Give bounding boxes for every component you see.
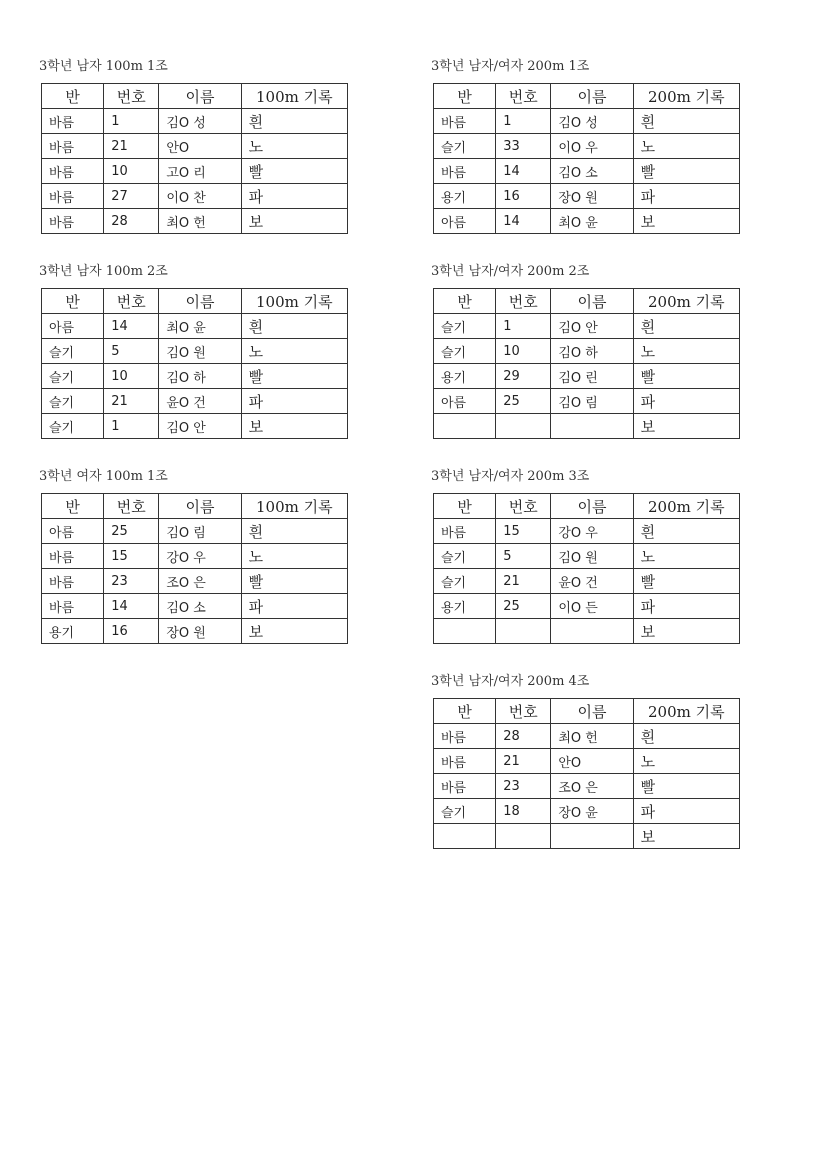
header-name: 이름: [159, 84, 241, 109]
header-name: 이름: [159, 289, 241, 314]
cell-record: 흰: [241, 109, 347, 134]
cell-class: 용기: [434, 594, 496, 619]
cell-number: 5: [496, 544, 551, 569]
cell-class: 바름: [42, 184, 104, 209]
cell-record: 파: [241, 389, 347, 414]
cell-number: 14: [496, 159, 551, 184]
cell-name: 이O 찬: [159, 184, 241, 209]
cell-name: 최O 헌: [551, 724, 633, 749]
cell-class: 바름: [42, 159, 104, 184]
heat-table: [433, 83, 740, 234]
cell-number: 25: [496, 594, 551, 619]
cell-number: 16: [496, 184, 551, 209]
cell-number: 21: [104, 134, 159, 159]
cell-number: 15: [104, 544, 159, 569]
table-row: [434, 799, 740, 824]
cell-number: 10: [104, 364, 159, 389]
cell-number: 25: [496, 389, 551, 414]
header-row: [434, 699, 740, 724]
table-row: [42, 414, 348, 439]
table-row: [434, 594, 740, 619]
cell-class: 슬기: [434, 339, 496, 364]
cell-record: 노: [633, 134, 739, 159]
cell-class: 슬기: [434, 569, 496, 594]
header-row: [434, 494, 740, 519]
cell-class: 용기: [434, 184, 496, 209]
header-record: 200m 기록: [633, 289, 739, 314]
cell-record: 빨: [633, 569, 739, 594]
cell-class: 용기: [42, 619, 104, 644]
cell-name: 김O 안: [159, 414, 241, 439]
table-row: [434, 824, 740, 849]
cell-name: [551, 619, 633, 644]
cell-name: 최O 헌: [159, 209, 241, 234]
cell-class: 바름: [434, 749, 496, 774]
cell-record: 파: [633, 184, 739, 209]
table-row: [434, 749, 740, 774]
table-row: [434, 134, 740, 159]
cell-record: 노: [241, 134, 347, 159]
header-name: 이름: [551, 289, 633, 314]
cell-name: 윤O 건: [159, 389, 241, 414]
cell-name: 김O 소: [551, 159, 633, 184]
cell-number: [496, 824, 551, 849]
cell-number: 14: [104, 594, 159, 619]
cell-number: 16: [104, 619, 159, 644]
header-class: 반: [434, 494, 496, 519]
table-title: 3학년 남자/여자 200m 1조: [431, 59, 590, 74]
table-row: [434, 619, 740, 644]
header-record: 100m 기록: [241, 494, 347, 519]
cell-name: 강O 우: [159, 544, 241, 569]
cell-number: 28: [104, 209, 159, 234]
cell-record: 빨: [633, 159, 739, 184]
table-row: [434, 389, 740, 414]
cell-number: [496, 619, 551, 644]
table-row: [42, 389, 348, 414]
heat-table-block: [433, 262, 741, 439]
cell-number: 10: [496, 339, 551, 364]
cell-class: 바름: [434, 724, 496, 749]
cell-record: 노: [633, 339, 739, 364]
cell-record: 빨: [633, 774, 739, 799]
heat-table: [433, 288, 740, 439]
table-row: [434, 544, 740, 569]
table-row: [42, 364, 348, 389]
cell-class: 바름: [42, 569, 104, 594]
header-class: 반: [42, 494, 104, 519]
cell-number: 1: [104, 414, 159, 439]
header-number: 번호: [496, 699, 551, 724]
cell-number: 28: [496, 724, 551, 749]
cell-record: 노: [633, 544, 739, 569]
header-row: [434, 84, 740, 109]
cell-name: 김O 린: [551, 364, 633, 389]
cell-record: 빨: [241, 364, 347, 389]
cell-number: 23: [104, 569, 159, 594]
header-row: [42, 289, 348, 314]
cell-class: 슬기: [42, 339, 104, 364]
cell-class: 바름: [434, 109, 496, 134]
table-row: [42, 519, 348, 544]
cell-number: 5: [104, 339, 159, 364]
cell-name: 김O 안: [551, 314, 633, 339]
cell-record: 빨: [241, 569, 347, 594]
heat-table-block: [41, 262, 349, 439]
cell-record: 보: [633, 619, 739, 644]
cell-record: 보: [633, 414, 739, 439]
cell-class: 바름: [434, 774, 496, 799]
cell-number: 18: [496, 799, 551, 824]
cell-class: 슬기: [42, 414, 104, 439]
cell-class: 바름: [42, 594, 104, 619]
cell-name: 장O 윤: [551, 799, 633, 824]
table-row: [434, 314, 740, 339]
heat-table: [433, 493, 740, 644]
table-row: [434, 569, 740, 594]
cell-name: 안O: [159, 134, 241, 159]
cell-name: 조O 은: [159, 569, 241, 594]
table-row: [42, 134, 348, 159]
cell-name: 김O 림: [159, 519, 241, 544]
cell-record: 파: [633, 799, 739, 824]
cell-class: [434, 619, 496, 644]
cell-class: 용기: [434, 364, 496, 389]
cell-name: 이O 우: [551, 134, 633, 159]
header-record: 200m 기록: [633, 699, 739, 724]
cell-name: 이O 든: [551, 594, 633, 619]
cell-class: 바름: [42, 209, 104, 234]
cell-number: 10: [104, 159, 159, 184]
table-title: 3학년 남자/여자 200m 4조: [431, 674, 590, 689]
cell-class: 슬기: [434, 799, 496, 824]
cell-record: 흰: [241, 519, 347, 544]
table-row: [42, 159, 348, 184]
table-row: [434, 724, 740, 749]
cell-name: 김O 림: [551, 389, 633, 414]
cell-record: 파: [633, 594, 739, 619]
header-name: 이름: [551, 84, 633, 109]
table-row: [42, 594, 348, 619]
cell-record: 파: [241, 184, 347, 209]
cell-name: 장O 원: [159, 619, 241, 644]
cell-name: 조O 은: [551, 774, 633, 799]
table-row: [42, 209, 348, 234]
cell-class: 아름: [434, 209, 496, 234]
cell-class: 슬기: [42, 389, 104, 414]
table-row: [434, 109, 740, 134]
cell-number: 1: [496, 109, 551, 134]
header-class: 반: [42, 84, 104, 109]
header-number: 번호: [496, 289, 551, 314]
header-row: [42, 494, 348, 519]
cell-record: 보: [633, 824, 739, 849]
header-class: 반: [42, 289, 104, 314]
table-title: 3학년 남자/여자 200m 2조: [431, 264, 590, 279]
table-row: [434, 414, 740, 439]
cell-class: 바름: [42, 544, 104, 569]
cell-class: 바름: [42, 109, 104, 134]
cell-name: 김O 성: [551, 109, 633, 134]
cell-record: 노: [241, 544, 347, 569]
cell-record: 파: [241, 594, 347, 619]
cell-number: 21: [496, 749, 551, 774]
cell-name: 김O 성: [159, 109, 241, 134]
cell-class: 슬기: [434, 544, 496, 569]
heat-table: [41, 83, 348, 234]
cell-name: 김O 하: [159, 364, 241, 389]
table-row: [434, 774, 740, 799]
heat-table: [433, 698, 740, 849]
cell-class: 바름: [434, 159, 496, 184]
heat-table-block: [433, 57, 741, 234]
cell-class: 바름: [42, 134, 104, 159]
header-number: 번호: [496, 84, 551, 109]
cell-class: 아름: [42, 314, 104, 339]
table-row: [434, 184, 740, 209]
table-row: [42, 544, 348, 569]
cell-class: [434, 414, 496, 439]
cell-record: 노: [241, 339, 347, 364]
cell-class: [434, 824, 496, 849]
cell-name: 윤O 건: [551, 569, 633, 594]
cell-record: 흰: [241, 314, 347, 339]
cell-record: 파: [633, 389, 739, 414]
header-class: 반: [434, 699, 496, 724]
header-name: 이름: [551, 494, 633, 519]
cell-record: 빨: [241, 159, 347, 184]
cell-class: 슬기: [434, 314, 496, 339]
cell-number: 23: [496, 774, 551, 799]
cell-record: 흰: [633, 109, 739, 134]
header-class: 반: [434, 289, 496, 314]
table-row: [42, 109, 348, 134]
cell-number: 27: [104, 184, 159, 209]
table-row: [434, 519, 740, 544]
heat-table-block: [433, 467, 741, 644]
header-row: [434, 289, 740, 314]
cell-name: 장O 원: [551, 184, 633, 209]
cell-name: 김O 하: [551, 339, 633, 364]
table-row: [42, 184, 348, 209]
table-title: 3학년 남자 100m 2조: [39, 264, 168, 279]
cell-record: 빨: [633, 364, 739, 389]
header-name: 이름: [551, 699, 633, 724]
cell-record: 흰: [633, 519, 739, 544]
header-number: 번호: [104, 84, 159, 109]
cell-number: 33: [496, 134, 551, 159]
table-row: [42, 339, 348, 364]
heat-table: [41, 493, 348, 644]
header-name: 이름: [159, 494, 241, 519]
table-row: [42, 569, 348, 594]
cell-name: [551, 824, 633, 849]
cell-record: 보: [241, 414, 347, 439]
cell-name: 안O: [551, 749, 633, 774]
header-row: [42, 84, 348, 109]
table-title: 3학년 여자 100m 1조: [39, 469, 168, 484]
cell-class: 아름: [42, 519, 104, 544]
cell-name: [551, 414, 633, 439]
table-row: [434, 159, 740, 184]
cell-number: 15: [496, 519, 551, 544]
cell-record: 보: [241, 619, 347, 644]
cell-class: 바름: [434, 519, 496, 544]
cell-name: 김O 원: [159, 339, 241, 364]
cell-class: 슬기: [42, 364, 104, 389]
header-record: 100m 기록: [241, 289, 347, 314]
heat-table-block: [41, 467, 349, 644]
header-record: 200m 기록: [633, 494, 739, 519]
table-row: [42, 314, 348, 339]
header-number: 번호: [496, 494, 551, 519]
table-row: [434, 364, 740, 389]
header-record: 200m 기록: [633, 84, 739, 109]
heat-table-block: [41, 57, 349, 234]
heat-table-block: [433, 672, 741, 849]
cell-name: 김O 소: [159, 594, 241, 619]
table-title: 3학년 남자 100m 1조: [39, 59, 168, 74]
cell-number: 1: [496, 314, 551, 339]
cell-name: 강O 우: [551, 519, 633, 544]
cell-name: 최O 윤: [551, 209, 633, 234]
cell-class: 슬기: [434, 134, 496, 159]
cell-number: 1: [104, 109, 159, 134]
header-class: 반: [434, 84, 496, 109]
table-row: [434, 339, 740, 364]
cell-name: 최O 윤: [159, 314, 241, 339]
cell-record: 보: [241, 209, 347, 234]
cell-class: 아름: [434, 389, 496, 414]
cell-name: 고O 리: [159, 159, 241, 184]
cell-number: 29: [496, 364, 551, 389]
cell-record: 흰: [633, 724, 739, 749]
header-number: 번호: [104, 289, 159, 314]
table-title: 3학년 남자/여자 200m 3조: [431, 469, 590, 484]
table-row: [42, 619, 348, 644]
cell-name: 김O 원: [551, 544, 633, 569]
heat-table: [41, 288, 348, 439]
cell-record: 흰: [633, 314, 739, 339]
cell-number: 25: [104, 519, 159, 544]
header-number: 번호: [104, 494, 159, 519]
cell-number: 14: [496, 209, 551, 234]
cell-number: [496, 414, 551, 439]
cell-record: 보: [633, 209, 739, 234]
cell-number: 21: [496, 569, 551, 594]
cell-number: 14: [104, 314, 159, 339]
cell-number: 21: [104, 389, 159, 414]
table-row: [434, 209, 740, 234]
cell-record: 노: [633, 749, 739, 774]
header-record: 100m 기록: [241, 84, 347, 109]
